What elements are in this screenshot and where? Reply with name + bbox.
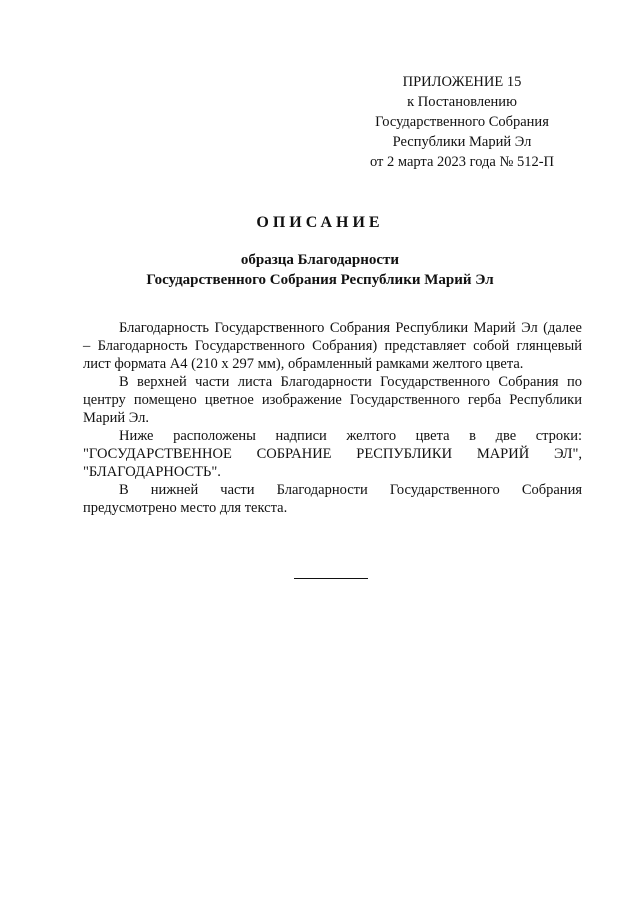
paragraph: Благодарность Государственного Собрания Республики Марий Эл (далее – Благодарность Государственного Собрания) представляет собой глянцевый лист формата А4 (210 х 297 мм), обрамленный рамками желтого цвета. bbox=[83, 320, 582, 372]
document-title: ОПИСАНИЕ bbox=[256, 214, 384, 231]
appendix-date: от 2 марта 2023 года № 512-П bbox=[369, 154, 555, 170]
paragraph: Ниже расположены надписи желтого цвета в две строки: "ГОСУДАРСТВЕННОЕ СОБРАНИЕ РЕСПУБЛИКИ МАРИЙ ЭЛ", "БЛАГОДАРНОСТЬ". bbox=[83, 428, 582, 480]
appendix-number: ПРИЛОЖЕНИЕ 15 bbox=[402, 74, 522, 90]
appendix-block bbox=[342, 72, 582, 172]
subtitle-line-2: Государственного Собрания Республики Марий Эл bbox=[146, 272, 494, 288]
end-separator-line bbox=[294, 578, 368, 579]
appendix-reference: к Постановлению bbox=[407, 94, 517, 110]
subtitle-line-1: образца Благодарности bbox=[240, 252, 400, 268]
appendix-region: Республики Марий Эл bbox=[392, 134, 532, 150]
paragraph: В верхней части листа Благодарности Государственного Собрания по центру помещено цветное изображение Государственного герба Республики Марий Эл. bbox=[83, 374, 582, 426]
paragraph: В нижней части Благодарности Государственного Собрания предусмотрено место для текста. bbox=[83, 482, 582, 516]
appendix-authority: Государственного Собрания bbox=[375, 114, 549, 130]
document-subtitle bbox=[0, 250, 640, 290]
document-body bbox=[83, 319, 582, 517]
